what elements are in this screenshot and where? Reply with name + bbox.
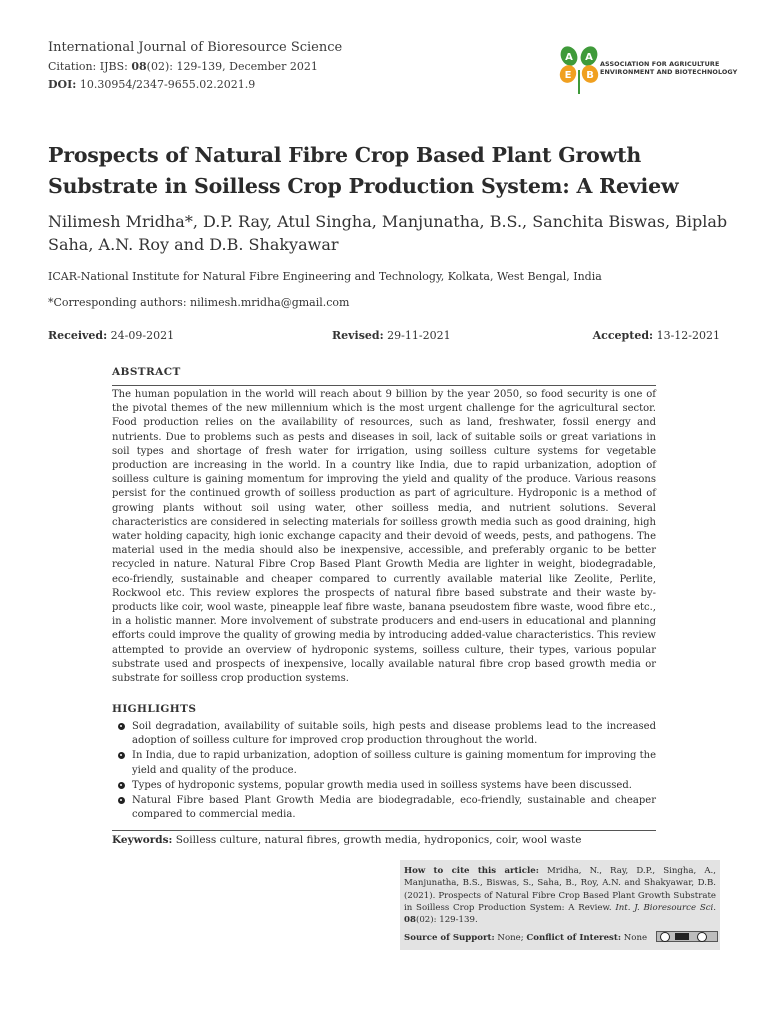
doi-link[interactable]: 10.30954/2347-9655.02.2021.9 (76, 78, 256, 91)
bullet-icon (118, 752, 125, 759)
received-value: 24-09-2021 (107, 329, 175, 342)
journal-citation (48, 60, 318, 73)
bullet-icon (118, 723, 125, 730)
citation-text (404, 865, 716, 926)
received-label: Received: (48, 329, 108, 342)
keywords-label: Keywords: (112, 834, 173, 846)
citation-rest: (02): 129-139, December 2021 (146, 60, 318, 73)
conflict-value: None (621, 933, 648, 944)
highlight-text: Natural Fibre based Plant Growth Media are biodegradable, eco-friendly, sustainable and cheaper compared to commercial media. (132, 795, 656, 821)
logo-letter-1: A (565, 52, 573, 63)
corresponding-author: *Corresponding authors: nilimesh.mridha@gmail.com (48, 296, 350, 309)
support-line (404, 932, 716, 944)
how-to-cite-box (400, 860, 720, 950)
support-value: None; (494, 933, 527, 944)
article-authors: Nilimesh Mridha*, D.P. Ray, Atul Singha, Manjunatha, B.S., Sanchita Biswas, Biplab Saha, A.N. Roy and D.B. Shakyawar (48, 212, 728, 254)
conflict-label: Conflict of Interest: (526, 933, 622, 944)
doi-label: DOI: (48, 78, 77, 91)
accepted-label: Accepted: (592, 329, 654, 342)
abstract-heading: ABSTRACT (112, 366, 181, 378)
received-date (48, 329, 174, 342)
creative-commons-license-icon[interactable] (656, 931, 718, 942)
highlights-list (112, 720, 656, 823)
cite-volume: 08 (404, 915, 416, 926)
highlight-text: Types of hydroponic systems, popular growth media used in soilless systems have been discussed. (132, 779, 632, 791)
citation-volume: 08 (131, 60, 147, 73)
revised-date (332, 329, 451, 342)
keywords-divider (112, 830, 656, 831)
highlight-item (112, 779, 656, 793)
aaeb-emblem-icon (558, 44, 600, 96)
highlights-heading: HIGHLIGHTS (112, 703, 197, 715)
abstract-divider (112, 385, 656, 386)
cite-body: Mridha, N., Ray, D.P., Singha, A., Manjunatha, B.S., Biswas, S., Saha, B., Roy, A.N. and Shakyawar, D.B. (2021). Prospects of Natural Fibre Crop Based Plant Growth Substrate in Soilless Crop Production System: A Review. (404, 866, 716, 913)
aaeb-logo (558, 44, 738, 96)
revised-label: Revised: (332, 329, 384, 342)
accepted-value: 13-12-2021 (653, 329, 720, 342)
keywords (112, 834, 656, 846)
author-affiliation: ICAR-National Institute for Natural Fibre Engineering and Technology, Kolkata, West Bengal, India (48, 270, 602, 283)
logo-letter-2: A (585, 52, 593, 63)
support-label: Source of Support: (404, 933, 495, 944)
logo-line-2: ENVIRONMENT AND BIOTECHNOLOGY (600, 68, 738, 76)
highlight-item (112, 749, 656, 777)
bullet-icon (118, 782, 125, 789)
keywords-text: Soilless culture, natural fibres, growth media, hydroponics, coir, wool waste (172, 834, 582, 846)
cite-label: How to cite this article: (404, 866, 539, 876)
article-dates (48, 329, 720, 342)
abstract-text: The human population in the world will reach about 9 billion by the year 2050, so food security is one of the pivotal themes of the new millennium which is the most urgent challenge for the agricultural sector. Food production relies on the availability of resources, such as land, freshwater, fossil energy and nutrients. Due to problems such as pests and diseases in soil, lack of suitable soils or great variations in soil types and shortage of fresh water for irrigation, using soilless culture systems for vegetable production are increasing in the world. In a country like India, due to rapid urbanization, adoption of soilless culture is gaining momentum for improving the yield and quality of the produce. Various reasons persist for the continued growth of soilless production as part of agriculture. Hydroponic is a method of growing plants without soil using water, other soilless media, and nutrient solutions. Several characteristics are considered in selecting materials for soilless growth media such as good draining, high water holding capacity, high ionic exchange capacity and their devoid of weeds, pests, and pathogens. The material used in the media should also be inexpensive, accessible, and preferably organic to be better recycled in nature. Natural Fibre Crop Based Plant Growth Media are lighter in weight, biodegradable, eco-friendly, sustainable and cheaper compared to currently available material like Zeolite, Perlite, Rockwool etc. This review explores the prospects of natural fibre based substrate and their waste by-products like coir, wool waste, pineapple leaf fibre waste, banana pseudostem fibre waste, wood fibre etc., in a holistic manner. More involvement of substrate producers and end-users in educational and planning efforts could improve the quality of growing media by introducing added-value characteristics. This review attempted to provide an overview of hydroponic systems, soilless culture, their types, various popular substrate used and prospects of inexpensive, locally available natural fibre crop based growth media or substrate for soilless crop production systems. (112, 389, 656, 685)
logo-letter-4: B (586, 70, 594, 81)
logo-letter-3: E (564, 70, 572, 81)
accepted-date (593, 329, 720, 342)
article-title: Prospects of Natural Fibre Crop Based Plant Growth Substrate in Soilless Crop Production System: A Review (48, 143, 679, 198)
bullet-icon (118, 797, 125, 804)
revised-value: 29-11-2021 (383, 329, 451, 342)
highlight-item (112, 794, 656, 822)
highlight-text: Soil degradation, availability of suitable soils, high pests and disease problems lead to the increased adoption of soilless culture for improved crop production throughout the world. (132, 721, 656, 747)
highlight-item (112, 720, 656, 748)
journal-name: International Journal of Bioresource Science (48, 40, 343, 55)
logo-text (600, 60, 737, 76)
journal-doi (48, 78, 255, 91)
cite-journal: Int. J. Bioresource Sci. (615, 902, 716, 913)
citation-prefix: Citation: IJBS: (48, 60, 132, 73)
highlight-text: In India, due to rapid urbanization, adoption of soilless culture is gaining momentum for improving the yield and quality of the produce. (132, 750, 656, 776)
cite-pages: (02): 129-139. (415, 915, 478, 926)
logo-line-1: ASSOCIATION FOR AGRICULTURE (600, 60, 720, 68)
